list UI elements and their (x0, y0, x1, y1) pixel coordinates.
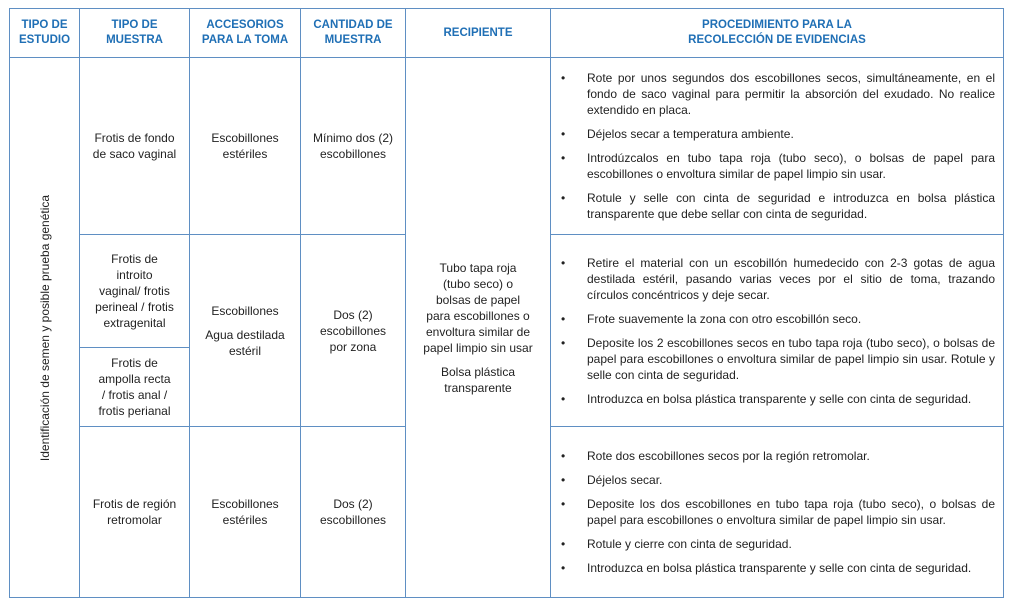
procedure-cell (551, 235, 1004, 427)
header-procedure: PROCEDIMIENTO PARA LA RECOLECCIÓN DE EVIDENCIAS (551, 9, 1004, 58)
accessories-text-1: Escobillones (211, 303, 279, 318)
table-row (10, 58, 1004, 235)
procedure-step: • Déjelos secar. (561, 473, 663, 487)
evidence-collection-sheet (9, 8, 1003, 598)
header-sample-type: TIPO DE MUESTRA (80, 9, 190, 58)
quantity-cell: Dos (2) escobillones por zona (301, 235, 406, 427)
header-container: RECIPIENTE (406, 9, 551, 58)
procedure-step: • Introduzca en bolsa plástica transparente y selle con cinta de seguridad. (561, 391, 972, 406)
quantity-cell: Dos (2) escobillones (301, 427, 406, 598)
container-text-2: Bolsa plástica transparente (440, 364, 516, 395)
accessories-cell: Escobillones estériles (190, 58, 301, 235)
procedure-list (561, 448, 995, 576)
procedure-step: • Rote por unos segundos dos escobillones secos, simultáneamente, en el fondo de saco vaginal para permitir la absorción del exudado. No realice extendido en placa. (561, 71, 995, 117)
sample-type-cell: Frotis de fondo de saco vaginal (80, 58, 190, 235)
procedure-step: • Rote dos escobillones secos por la región retromolar. (561, 449, 870, 463)
procedure-step: • Introdúzcalos en tubo tapa roja (tubo seco), o bolsas de papel para escobillones o envoltura similar de papel limpio sin usar. (561, 151, 995, 181)
procedure-cell (551, 58, 1004, 235)
procedure-list (561, 255, 995, 407)
sample-type-cell: Frotis de región retromolar (80, 427, 190, 598)
study-type-cell (10, 58, 80, 598)
study-type-label: Identificación de semen y posible prueba genética (37, 194, 52, 461)
evidence-table (9, 8, 1004, 598)
procedure-step: • Deposite los 2 escobillones secos en tubo tapa roja (tubo seco), o bolsas de papel para escobillones o envoltura similar de papel limpio sin usar. Rotule y selle con cinta de seguridad. (561, 335, 995, 382)
procedure-step: • Retire el material con un escobillón humedecido con 2-3 gotas de agua destilada estéril, pasando varias veces por el sitio de toma, trazando círculos concéntricos y deje secar. (561, 255, 995, 302)
procedure-step: • Rotule y cierre con cinta de seguridad. (561, 537, 792, 551)
header-study-type: TIPO DE ESTUDIO (10, 9, 80, 58)
container-cell (406, 58, 551, 598)
procedure-step: • Frote suavemente la zona con otro escobillón seco. (561, 311, 862, 326)
accessories-cell (190, 235, 301, 427)
sample-type-cell: Frotis de introito vaginal/ frotis perineal / frotis extragenital (80, 235, 190, 348)
header-accessories: ACCESORIOS PARA LA TOMA (190, 9, 301, 58)
header-row (10, 9, 1004, 58)
procedure-step: • Rotule y selle con cinta de seguridad e introduzca en bolsa plástica transparente que debe sellar con cinta de seguridad. (561, 191, 995, 221)
procedure-step: • Introduzca en bolsa plástica transparente y selle con cinta de seguridad. (561, 561, 972, 575)
header-quantity: CANTIDAD DE MUESTRA (301, 9, 406, 58)
sample-type-cell: Frotis de ampolla recta / frotis anal / frotis perianal (80, 348, 190, 427)
accessories-text-2: Agua destilada estéril (205, 327, 285, 358)
procedure-cell (551, 427, 1004, 598)
procedure-step: • Deposite los dos escobillones en tubo tapa roja (tubo seco), o bolsas de papel para escobillones o envoltura similar de papel limpio sin usar. (561, 497, 995, 527)
accessories-cell: Escobillones estériles (190, 427, 301, 598)
container-text-1: Tubo tapa roja (tubo seco) o bolsas de papel para escobillones o envoltura similar de papel limpio sin usar (423, 260, 533, 355)
quantity-cell: Mínimo dos (2) escobillones (301, 58, 406, 235)
procedure-step: • Déjelos secar a temperatura ambiente. (561, 127, 794, 141)
procedure-list (561, 70, 995, 222)
